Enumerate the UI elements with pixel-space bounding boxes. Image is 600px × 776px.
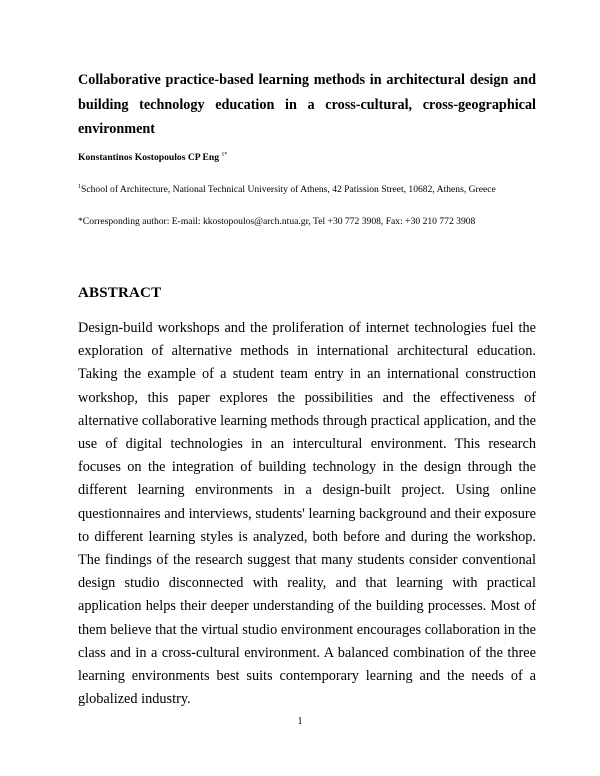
affiliation-text: School of Architecture, National Technical University of Athens, 42 Patission Street, 10682, Athens, Greece xyxy=(81,184,496,195)
author-affiliation-marks: 1* xyxy=(221,152,228,158)
paper-title: Collaborative practice-based learning methods in architectural design and building technology education in a cross-cultural, cross-geographical environment xyxy=(78,72,536,137)
page-number: 1 xyxy=(297,716,303,727)
author-name: Konstantinos Kostopoulos CP Eng xyxy=(78,152,220,163)
corresponding-author-line: *Corresponding author: E-mail: kkostopoulos@arch.ntua.gr, Tel +30 772 3908, Fax: +30 210 772 3908 xyxy=(78,216,476,227)
author-line xyxy=(78,152,227,163)
abstract-body: Design-build workshops and the proliferation of internet technologies fuel the exploration of alternative methods in international architectural education. Taking the example of a student team entry in an international construction workshop, this paper explores the possibilities and the effectiveness of alternative collaborative learning methods through practical application, and the use of digital technologies in an intercultural environment. This research focuses on the integration of building technology in the design through the different learning environments in a design-built project. Using online questionnaires and interviews, students' learning background and their exposure to different learning styles is analyzed, both before and during the workshop. The findings of the research suggest that many students consider conventional design studio disconnected with reality, and that learning with practical application helps their deeper understanding of the building processes. Most of them believe that the virtual studio environment encourages collaboration in the class and in a cross-cultural environment. A balanced combination of the three learning environments best suits contemporary learning and the needs of a globalized industry. xyxy=(78,320,536,708)
affiliation-line xyxy=(78,184,496,195)
affiliation-mark: 1 xyxy=(78,184,81,190)
abstract-heading: ABSTRACT xyxy=(78,285,162,301)
